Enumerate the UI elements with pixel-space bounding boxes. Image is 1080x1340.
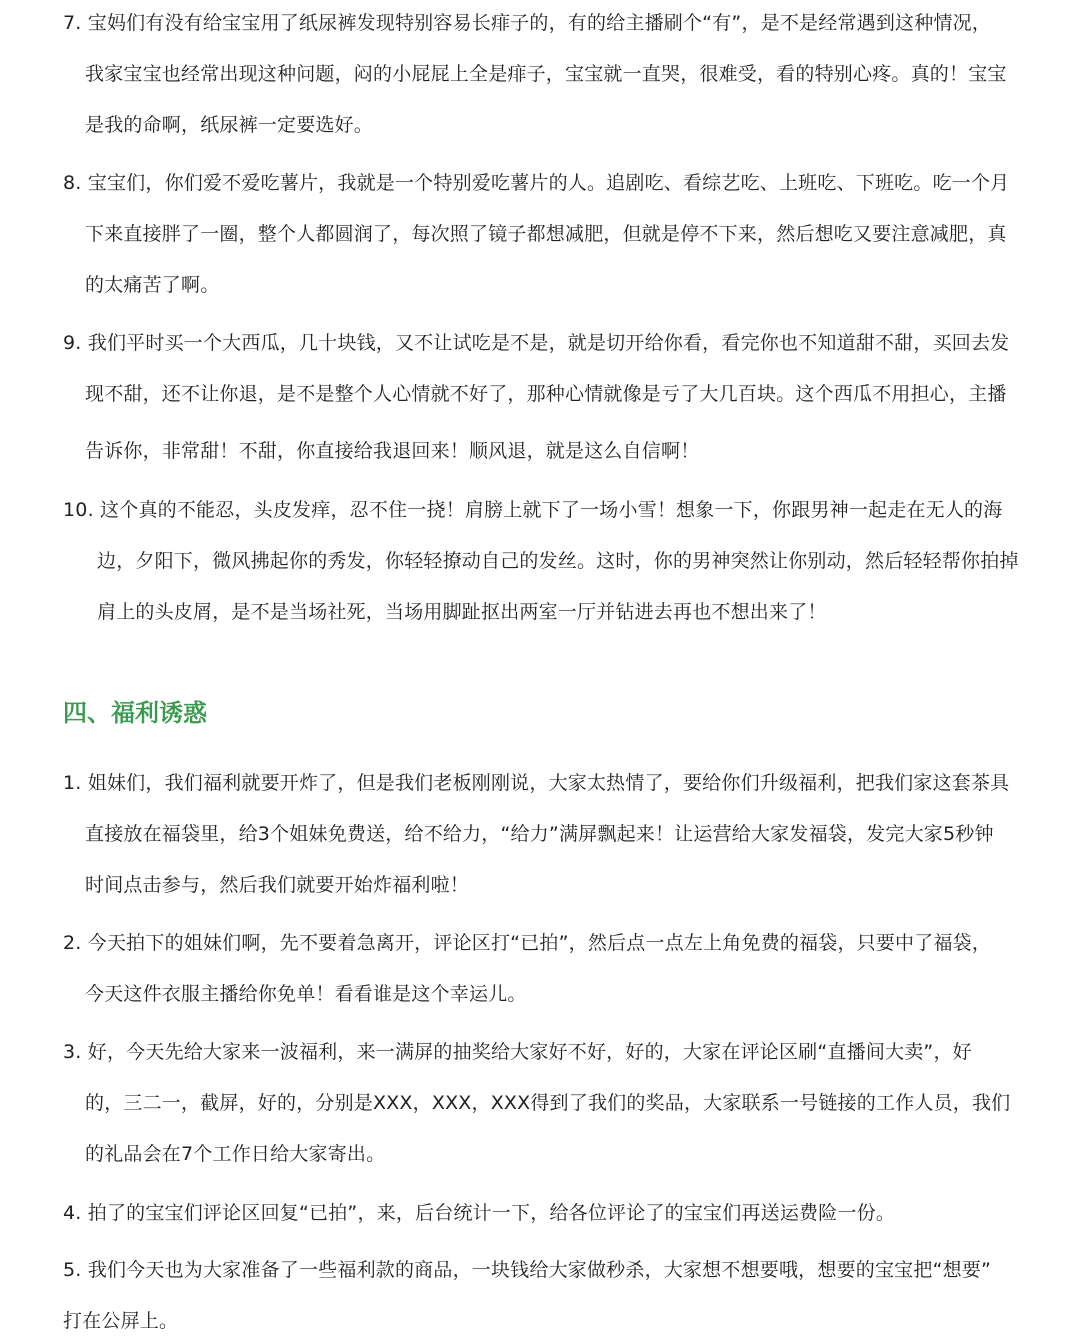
list-item-line: 告诉你，非常甜！不甜，你直接给我退回来！顺风退，就是这么自信啊！: [85, 440, 700, 462]
list-item-line: 是我的命啊，纸尿裤一定要选好。: [85, 114, 374, 136]
list-item-line: 5. 我们今天也为大家准备了一些福利款的商品，一块钱给大家做秒杀，大家想不想要哦，想要的宝宝把“想要”: [63, 1259, 992, 1281]
list-item-line: 10. 这个真的不能忍，头皮发痒，忍不住一挠！肩膀上就下了一场小雪！想象一下，你跟男神一起走在无人的海: [63, 499, 1003, 521]
list-item-line: 8. 宝宝们，你们爱不爱吃薯片，我就是一个特别爱吃薯片的人。追剧吃、看综艺吃、上班吃、下班吃。吃一个月: [63, 172, 1010, 194]
list-item-line: 肩上的头皮屑，是不是当场社死，当场用脚趾抠出两室一厅并钻进去再也不想出来了！: [97, 601, 827, 623]
list-item-line: 今天这件衣服主播给你免单！看看谁是这个幸运儿。: [85, 983, 527, 1005]
list-item-line: 2. 今天拍下的姐妹们啊，先不要着急离开，评论区打“已拍”，然后点一点左上角免费的福袋，只要中了福袋，: [63, 932, 992, 954]
list-item-line: 7. 宝妈们有没有给宝宝用了纸尿裤发现特别容易长痱子的，有的给主播刷个“有”，是不是经常遇到这种情况，: [63, 12, 992, 34]
list-item-line: 我家宝宝也经常出现这种问题，闷的小屁屁上全是痱子，宝宝就一直哭，很难受，看的特别心疼。真的！宝宝: [85, 63, 1007, 85]
list-item-line: 的太痛苦了啊。: [85, 274, 220, 296]
list-item-line: 时间点击参与，然后我们就要开始炸福利啦！: [85, 874, 470, 896]
list-item-line: 1. 姐妹们，我们福利就要开炸了，但是我们老板刚刚说，大家太热情了，要给你们升级福利，把我们家这套茶具: [63, 772, 1010, 794]
list-item-line: 3. 好，今天先给大家来一波福利，来一满屏的抽奖给大家好不好，好的，大家在评论区刷“直播间大卖”，好: [63, 1041, 972, 1063]
list-item-line: 下来直接胖了一圈，整个人都圆润了，每次照了镜子都想减肥，但就是停不下来，然后想吃又要注意减肥，真: [85, 223, 1007, 245]
list-item-line: 打在公屏上。: [63, 1310, 179, 1332]
section-heading: 四、福利诱惑: [63, 699, 207, 727]
list-item-line: 的，三二一，截屏，好的，分别是XXX，XXX，XXX得到了我们的奖品，大家联系一号链接的工作人员，我们: [85, 1092, 1011, 1114]
list-item-line: 的礼品会在7个工作日给大家寄出。: [85, 1143, 386, 1165]
list-item-line: 直接放在福袋里，给3个姐妹免费送，给不给力，“给力”满屏飘起来！让运营给大家发福袋，发完大家5秒钟: [85, 823, 994, 845]
list-item-line: 4. 拍了的宝宝们评论区回复“已拍”，来，后台统计一下，给各位评论了的宝宝们再送运费险一份。: [63, 1202, 896, 1224]
list-item-line: 边，夕阳下，微风拂起你的秀发，你轻轻撩动自己的发丝。这时，你的男神突然让你别动，然后轻轻帮你拍掉: [97, 550, 1019, 572]
list-item-line: 现不甜，还不让你退，是不是整个人心情就不好了，那种心情就像是亏了大几百块。这个西瓜不用担心，主播: [85, 383, 1007, 405]
list-item-line: 9. 我们平时买一个大西瓜，几十块钱，又不让试吃是不是，就是切开给你看，看完你也不知道甜不甜，买回去发: [63, 332, 1010, 354]
